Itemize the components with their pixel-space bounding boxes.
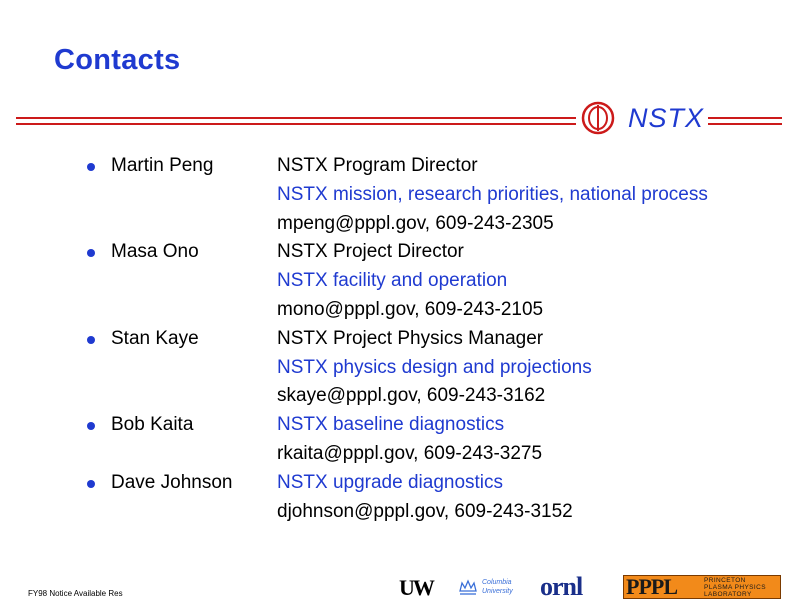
header-rule-left-top — [16, 117, 576, 119]
header-rule-right-bottom — [708, 123, 782, 125]
bullet-icon — [87, 163, 95, 171]
nstx-logo-text: NSTX — [628, 103, 705, 133]
nstx-emblem-icon — [581, 101, 615, 135]
contact-name: Stan Kaye — [111, 327, 199, 349]
pppl-lab-name — [704, 577, 766, 598]
contact-email-phone: rkaita@pppl.gov, 609-243-3275 — [277, 443, 543, 464]
contact-responsibility: NSTX mission, research priorities, national process — [277, 183, 708, 205]
contact-name: Masa Ono — [111, 241, 199, 263]
bullet-icon — [87, 249, 95, 257]
footer-note: FY98 Notice Available Res — [28, 589, 123, 598]
bullet-icon — [87, 422, 95, 430]
contact-responsibility: NSTX facility and operation — [277, 270, 508, 292]
contact-responsibility: NSTX baseline diagnostics — [277, 414, 505, 436]
pppl-logo — [623, 575, 781, 599]
contact-name: Dave Johnson — [111, 471, 233, 493]
contact-name: Bob Kaita — [111, 414, 194, 436]
pppl-mark: PPPL — [626, 574, 677, 599]
contact-email-phone: mono@pppl.gov, 609-243-2105 — [277, 299, 544, 320]
columbia-logo-text — [482, 578, 513, 596]
bullet-icon — [87, 480, 95, 488]
contact-role: NSTX Program Director — [277, 155, 478, 176]
page-title: Contacts — [54, 44, 181, 76]
columbia-crown-icon — [458, 577, 478, 597]
columbia-line-2: University — [482, 588, 513, 595]
pppl-line-3: LABORATORY — [704, 591, 752, 598]
contact-role: NSTX Project Physics Manager — [277, 327, 544, 349]
contact-name: Martin Peng — [111, 155, 214, 176]
header-rule-left-bottom — [16, 123, 576, 125]
pppl-line-1: PRINCETON — [704, 577, 746, 584]
contact-responsibility: NSTX physics design and projections — [277, 356, 592, 378]
pppl-line-2: PLASMA PHYSICS — [704, 584, 766, 591]
bullet-icon — [87, 336, 95, 344]
contact-email-phone: mpeng@pppl.gov, 609-243-2305 — [277, 212, 554, 234]
ornl-logo: ornl — [540, 572, 583, 601]
contact-responsibility: NSTX upgrade diagnostics — [277, 471, 504, 493]
contact-email-phone: skaye@pppl.gov, 609-243-3162 — [277, 385, 546, 407]
columbia-line-1: Columbia — [482, 579, 512, 586]
contact-role: NSTX Project Director — [277, 241, 464, 263]
contact-email-phone: djohnson@pppl.gov, 609-243-3152 — [277, 500, 573, 522]
header-rule-right-top — [708, 117, 782, 119]
uw-logo: UW — [399, 575, 433, 600]
